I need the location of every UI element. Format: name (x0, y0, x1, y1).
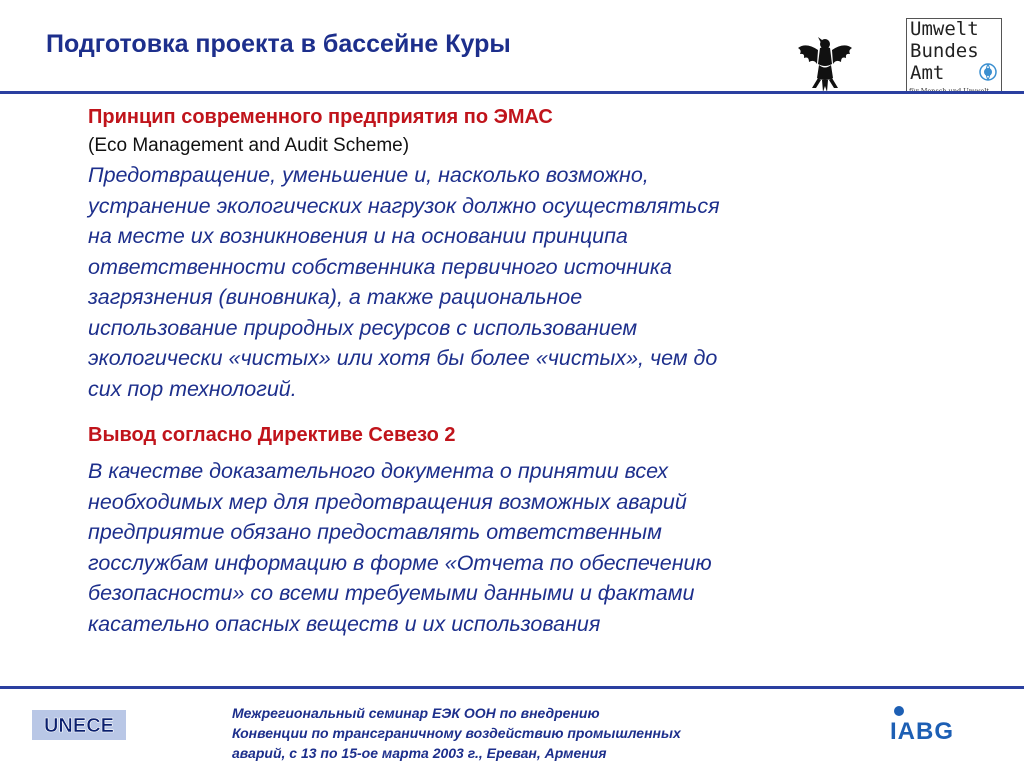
body-line: безопасности» со всеми требуемыми данными и фактами (88, 581, 695, 605)
globe-icon (979, 63, 997, 81)
body-line: загрязнения (виновника), а также рациональное (88, 285, 583, 309)
federal-eagle-logo (796, 34, 854, 94)
body-line: устранение экологических нагрузок должно осуществляться (88, 193, 720, 218)
iabg-logo (888, 704, 998, 742)
section1-heading: Принцип современного предприятия по ЭМАС (88, 106, 553, 128)
body-line: госслужбам информацию в форме «Отчета по обеспечению (88, 550, 712, 575)
section1-subheading: (Eco Management and Audit Scheme) (88, 135, 410, 156)
body-line: необходимых мер для предотвращения возможных аварий (88, 489, 687, 514)
body-line: экологически «чистых» или хотя бы более «чистых», чем до (88, 346, 718, 370)
logo-word-bundes: Bundes (910, 40, 979, 62)
unece-logo-text: UNECE (43, 715, 115, 737)
body-line: предприятие обязано предоставлять ответственным (88, 520, 662, 544)
section2-body (88, 456, 948, 639)
body-line: ответственности собственника первичного источника (88, 254, 672, 279)
header-divider (0, 91, 1024, 94)
page-title: Подготовка проекта в бассейне Куры (46, 30, 511, 58)
footer-line: Конвенции по трансграничному воздействию промышленных (232, 725, 681, 741)
logo-word-umwelt: Umwelt (910, 18, 979, 40)
footer-line: Межрегиональный семинар ЕЭК ООН по внедрению (232, 705, 600, 721)
footer-divider (0, 686, 1024, 689)
body-line: использование природных ресурсов с использованием (88, 315, 638, 340)
unece-logo (32, 710, 126, 740)
body-line: на месте их возникновения и на основании принципа (88, 224, 628, 248)
slide-content (88, 102, 948, 639)
section1-body (88, 160, 948, 404)
body-line: Предотвращение, уменьшение и, насколько возможно, (88, 163, 649, 187)
umweltbundesamt-logo (906, 18, 1002, 94)
footer-line: аварий, с 13 по 15-ое марта 2003 г., Ереван, Армения (232, 745, 607, 761)
iabg-logo-text: IABG (890, 718, 954, 742)
footer-caption (232, 703, 792, 763)
body-line: сих пор технологий. (88, 376, 297, 401)
logo-word-amt: Amt (910, 62, 945, 84)
body-line: В качестве доказательного документа о принятии всех (88, 459, 668, 483)
section2-heading: Вывод согласно Директиве Севезо 2 (88, 424, 456, 446)
body-line: касательно опасных веществ и их использования (88, 611, 601, 636)
